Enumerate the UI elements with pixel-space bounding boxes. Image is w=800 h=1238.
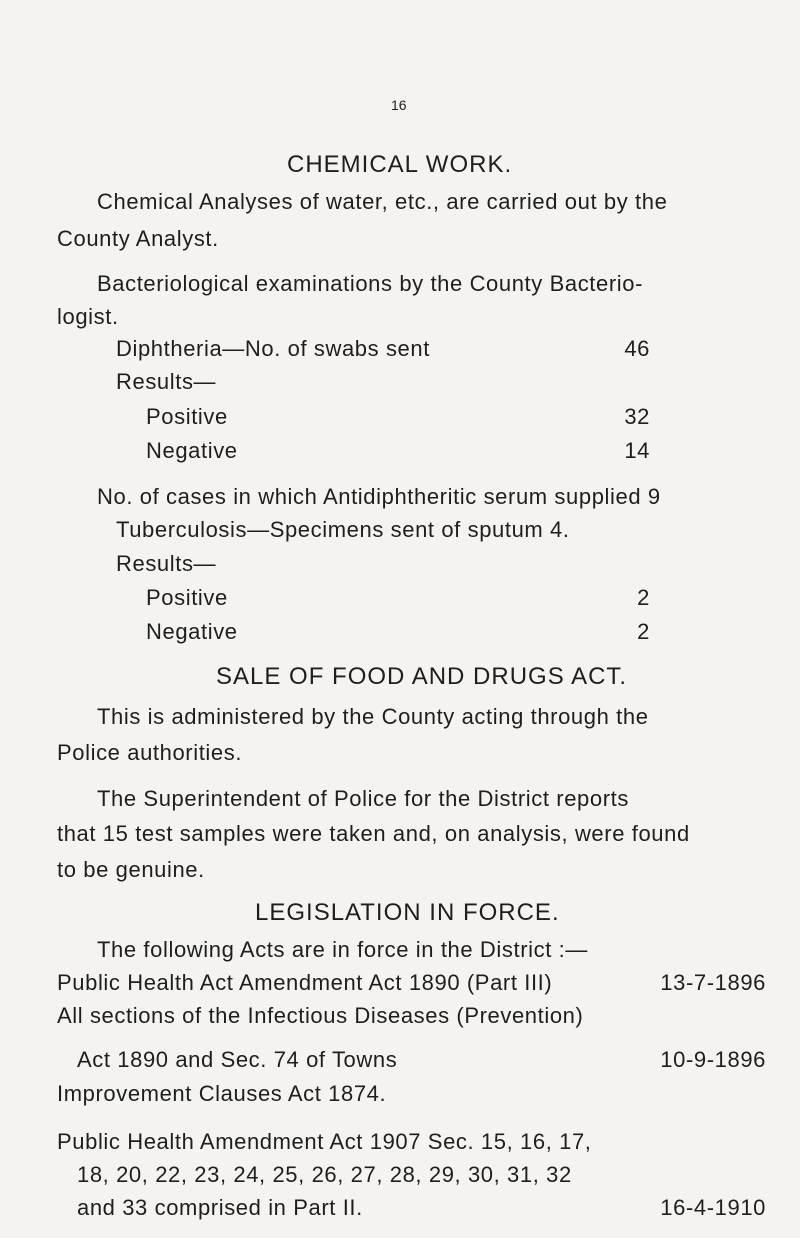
food-drugs-p1-line-1: This is administered by the County acting through the	[97, 704, 649, 729]
positive-value-2: 2	[637, 585, 650, 610]
food-drugs-p1-line-2: Police authorities.	[57, 740, 243, 765]
tuberculosis-line: Tuberculosis—Specimens sent of sputum 4.	[116, 517, 570, 542]
food-drugs-p2-line-3: to be genuine.	[57, 857, 205, 882]
food-drugs-p2-line-1: The Superintendent of Police for the District reports	[97, 786, 629, 811]
negative-label-1: Negative	[146, 438, 238, 463]
positive-value-1: 32	[624, 404, 650, 429]
page-number: 16	[391, 97, 407, 113]
act-2-line-2: Act 1890 and Sec. 74 of Towns	[77, 1047, 398, 1072]
negative-label-2: Negative	[146, 619, 238, 644]
act-3-date: 16-4-1910	[660, 1195, 766, 1220]
chemical-line-2: County Analyst.	[57, 226, 219, 251]
positive-label-1: Positive	[146, 404, 228, 429]
act-3-line-3: and 33 comprised in Part II.	[77, 1195, 363, 1220]
act-2-line-3: Improvement Clauses Act 1874.	[57, 1081, 387, 1106]
serum-line: No. of cases in which Antidiphtheritic serum supplied 9	[97, 484, 661, 509]
diphtheria-label: Diphtheria—No. of swabs sent	[116, 336, 430, 361]
act-1-text: Public Health Act Amendment Act 1890 (Part III)	[57, 970, 553, 995]
food-drugs-heading: SALE OF FOOD AND DRUGS ACT.	[216, 663, 628, 690]
act-2-line-1: All sections of the Infectious Diseases (Prevention)	[57, 1003, 584, 1028]
negative-value-1: 14	[624, 438, 650, 463]
act-3-line-1: Public Health Amendment Act 1907 Sec. 15, 16, 17,	[57, 1129, 592, 1154]
bacteriological-line-1: Bacteriological examinations by the County Bacterio-	[97, 271, 644, 296]
act-1-date: 13-7-1896	[660, 970, 766, 995]
negative-value-2: 2	[637, 619, 650, 644]
chemical-work-heading: CHEMICAL WORK.	[287, 151, 513, 178]
chemical-line-1: Chemical Analyses of water, etc., are carried out by the	[97, 189, 668, 214]
diphtheria-value: 46	[624, 336, 650, 361]
legislation-heading: LEGISLATION IN FORCE.	[255, 899, 560, 926]
results-label-1: Results—	[116, 369, 217, 394]
bacteriological-line-2: logist.	[57, 304, 119, 329]
act-3-line-2: 18, 20, 22, 23, 24, 25, 26, 27, 28, 29, 30, 31, 32	[77, 1162, 572, 1187]
act-2-date: 10-9-1896	[660, 1047, 766, 1072]
results-label-2: Results—	[116, 551, 217, 576]
positive-label-2: Positive	[146, 585, 228, 610]
legislation-intro: The following Acts are in force in the District :—	[97, 937, 588, 962]
food-drugs-p2-line-2: that 15 test samples were taken and, on analysis, were found	[57, 821, 690, 846]
